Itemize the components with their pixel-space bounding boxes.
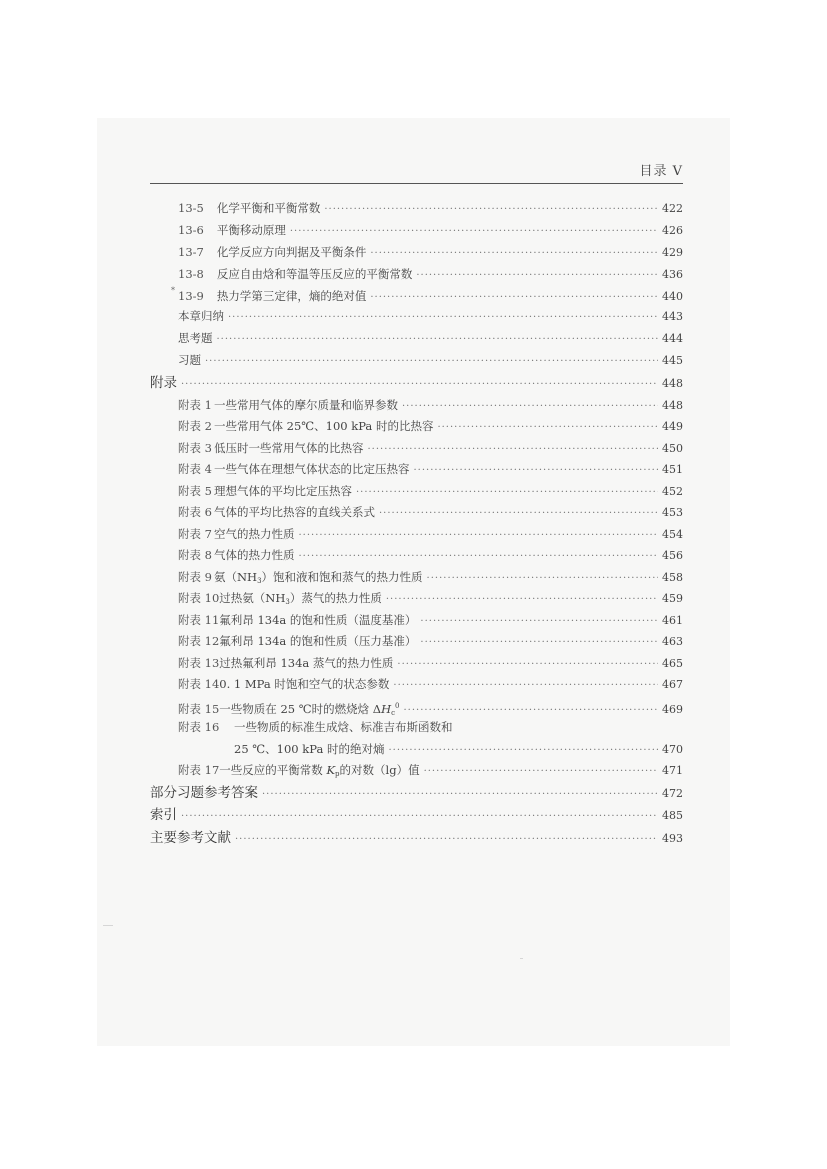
toc-entry-references[interactable] bbox=[150, 829, 683, 847]
toc-entry-13-8[interactable] bbox=[150, 265, 683, 283]
entry-page: 440 bbox=[662, 290, 683, 303]
scan-speck bbox=[103, 925, 113, 926]
scan-speck bbox=[520, 958, 523, 959]
entry-title: 理想气体的平均比定压热容 bbox=[213, 484, 352, 498]
entry-title: 氟利昂 134a 的饱和性质（压力基准） bbox=[219, 634, 417, 648]
entry-page: 451 bbox=[662, 463, 683, 476]
leader-dots bbox=[370, 245, 658, 263]
toc-entry-table-17[interactable] bbox=[150, 761, 683, 779]
entry-number: 附表 5 bbox=[178, 484, 212, 498]
leader-dots bbox=[228, 309, 658, 327]
entry-page: 454 bbox=[662, 528, 683, 541]
optional-marker: * bbox=[171, 286, 175, 295]
entry-number: 附表 8 bbox=[178, 548, 212, 562]
entry-number: 附表 12 bbox=[178, 634, 220, 648]
entry-title bbox=[219, 761, 419, 783]
entry-title: 0. 1 MPa 时饱和空气的状态参数 bbox=[219, 677, 390, 691]
entry-page: 445 bbox=[662, 354, 683, 367]
entry-title: 化学反应方向判据及平衡条件 bbox=[216, 245, 367, 259]
entry-number: 附表 1 bbox=[178, 398, 212, 412]
leader-dots bbox=[367, 441, 658, 459]
entry-number: 附表 11 bbox=[178, 613, 220, 627]
entry-page: 443 bbox=[662, 310, 683, 323]
header-rule bbox=[150, 183, 683, 184]
entry-title: 平衡移动原理 bbox=[216, 223, 286, 237]
entry-number: 附表 7 bbox=[178, 527, 212, 541]
toc-entry-table-9[interactable] bbox=[150, 568, 683, 586]
toc-entry-summary[interactable] bbox=[150, 307, 683, 325]
entry-page: 463 bbox=[662, 635, 683, 648]
toc-entry-table-16[interactable] bbox=[150, 718, 683, 736]
title-part: 的对数（lg）值 bbox=[339, 763, 420, 777]
entry-number: 附表 15 bbox=[178, 702, 220, 716]
entry-title: 主要参考文献 bbox=[150, 830, 231, 846]
entry-number: 13-6 bbox=[178, 223, 204, 237]
entry-number: 13-7 bbox=[178, 245, 204, 259]
leader-dots bbox=[235, 831, 658, 849]
leader-dots bbox=[386, 591, 658, 609]
entry-number: 附表 17 bbox=[178, 763, 220, 777]
entry-page: 448 bbox=[662, 399, 683, 412]
entry-number: 附表 14 bbox=[178, 677, 220, 691]
toc-entry-table-16-continued[interactable] bbox=[150, 740, 683, 758]
toc-entry-table-1[interactable] bbox=[150, 396, 683, 414]
entry-title: 25 ℃、100 kPa 时的绝对熵 bbox=[234, 742, 385, 756]
entry-page: 493 bbox=[662, 832, 683, 845]
title-part: 氨（NH bbox=[213, 570, 258, 584]
italic-symbol: K bbox=[326, 763, 336, 777]
entry-title: 部分习题参考答案 bbox=[150, 785, 258, 801]
entry-title bbox=[219, 589, 382, 611]
entry-page: 467 bbox=[662, 678, 683, 691]
subscript: p bbox=[335, 770, 340, 778]
entry-page: 485 bbox=[662, 809, 683, 822]
toc-entry-table-5[interactable] bbox=[150, 482, 683, 500]
leader-dots bbox=[298, 527, 658, 545]
leader-dots bbox=[420, 634, 658, 652]
entry-title: 过热氟利昂 134a 蒸气的热力性质 bbox=[219, 656, 394, 670]
entry-page: 471 bbox=[662, 764, 683, 777]
entry-title: 索引 bbox=[150, 807, 177, 823]
entry-title: 附录 bbox=[150, 375, 177, 391]
leader-dots bbox=[427, 570, 658, 588]
entry-title: 气体的平均比热容的直线关系式 bbox=[213, 505, 375, 519]
entry-number: 附表 13 bbox=[178, 656, 220, 670]
entry-number: 附表 9 bbox=[178, 570, 212, 584]
entry-title: 一些常用气体 25℃、100 kPa 时的比热容 bbox=[213, 419, 434, 433]
entry-title: 空气的热力性质 bbox=[213, 527, 295, 541]
leader-dots bbox=[205, 353, 658, 371]
toc-entry-table-8[interactable] bbox=[150, 546, 683, 564]
toc-entry-13-9[interactable] bbox=[150, 287, 683, 305]
leader-dots bbox=[298, 548, 658, 566]
toc-entry-exercises[interactable] bbox=[150, 351, 683, 369]
leader-dots bbox=[437, 419, 658, 437]
leader-dots bbox=[424, 763, 658, 781]
title-part: 一些反应的平衡常数 bbox=[219, 763, 327, 777]
leader-dots bbox=[402, 398, 658, 416]
entry-page: 459 bbox=[662, 592, 683, 605]
entry-title bbox=[214, 568, 423, 590]
entry-page: 429 bbox=[662, 246, 683, 259]
entry-page: 452 bbox=[662, 485, 683, 498]
entry-page: 461 bbox=[662, 614, 683, 627]
entry-title: 低压时一些常用气体的比热容 bbox=[213, 441, 364, 455]
toc-entry-appendix[interactable] bbox=[150, 374, 683, 392]
entry-number: 附表 16 bbox=[178, 720, 220, 734]
subscript: c bbox=[391, 709, 396, 717]
title-part: 过热氨（NH bbox=[219, 591, 286, 605]
leader-dots bbox=[388, 742, 658, 760]
running-header bbox=[150, 160, 683, 184]
entry-title: 本章归纳 bbox=[178, 309, 224, 323]
entry-number: 附表 6 bbox=[178, 505, 212, 519]
superscript: 0 bbox=[395, 702, 400, 710]
subscript: 3 bbox=[285, 598, 290, 606]
entry-page: 450 bbox=[662, 442, 683, 455]
entry-number: 13-9 bbox=[178, 289, 204, 303]
toc-entry-table-6[interactable] bbox=[150, 503, 683, 521]
leader-dots bbox=[262, 786, 658, 804]
entry-number: 附表 10 bbox=[178, 591, 220, 605]
toc-entry-table-13[interactable] bbox=[150, 654, 683, 672]
subscript: 3 bbox=[257, 577, 262, 585]
leader-dots bbox=[370, 289, 658, 307]
entry-title: 一些常用气体的摩尔质量和临界参数 bbox=[213, 398, 398, 412]
toc-entry-answers[interactable] bbox=[150, 784, 683, 802]
entry-page: 458 bbox=[662, 571, 683, 584]
entry-title: 习题 bbox=[178, 353, 201, 367]
leader-dots bbox=[356, 484, 658, 502]
toc-entry-table-10[interactable] bbox=[150, 589, 683, 607]
leader-dots bbox=[290, 223, 658, 241]
toc-entry-table-12[interactable] bbox=[150, 632, 683, 650]
italic-symbol: H bbox=[381, 702, 392, 716]
entry-title: 化学平衡和平衡常数 bbox=[216, 201, 321, 215]
entry-page: 470 bbox=[662, 743, 683, 756]
entry-number: 附表 4 bbox=[178, 462, 212, 476]
title-part: ）饱和液和饱和蒸气的热力性质 bbox=[261, 570, 423, 584]
entry-number: 附表 3 bbox=[178, 441, 212, 455]
entry-page: 436 bbox=[662, 268, 683, 281]
entry-page: 422 bbox=[662, 202, 683, 215]
leader-dots bbox=[393, 677, 658, 695]
title-part: ）蒸气的热力性质 bbox=[289, 591, 382, 605]
title-part: 一些物质在 25 ℃时的燃烧焓 Δ bbox=[219, 702, 382, 716]
toc-entry-index[interactable] bbox=[150, 806, 683, 824]
leader-dots bbox=[420, 613, 658, 631]
leader-dots bbox=[413, 462, 658, 480]
entry-number: 13-8 bbox=[178, 267, 204, 281]
leader-dots bbox=[397, 656, 658, 674]
leader-dots bbox=[181, 376, 658, 394]
entry-page: 465 bbox=[662, 657, 683, 670]
entry-title: 思考题 bbox=[178, 331, 213, 345]
toc-entry-table-14[interactable] bbox=[150, 675, 683, 693]
entry-title: 一些物质的标准生成焓、标准吉布斯函数和 bbox=[234, 720, 453, 734]
toc-entry-table-11[interactable] bbox=[150, 611, 683, 629]
leader-dots bbox=[324, 201, 658, 219]
leader-dots bbox=[217, 331, 659, 349]
leader-dots bbox=[416, 267, 658, 285]
entry-number: 附表 2 bbox=[178, 419, 212, 433]
entry-title: 反应自由焓和等温等压反应的平衡常数 bbox=[216, 267, 413, 281]
toc-entry-table-7[interactable] bbox=[150, 525, 683, 543]
entry-number: 13-5 bbox=[178, 201, 204, 215]
toc-entry-table-2[interactable] bbox=[150, 417, 683, 435]
toc-entry-13-6[interactable] bbox=[150, 221, 683, 239]
toc-entry-table-4[interactable] bbox=[150, 460, 683, 478]
entry-page: 448 bbox=[662, 377, 683, 390]
entry-page: 453 bbox=[662, 506, 683, 519]
entry-page: 426 bbox=[662, 224, 683, 237]
leader-dots bbox=[379, 505, 658, 523]
entry-page: 444 bbox=[662, 332, 683, 345]
toc-entry-13-5[interactable] bbox=[150, 199, 683, 217]
entry-page: 449 bbox=[662, 420, 683, 433]
header-label: 目录 V bbox=[639, 164, 683, 179]
leader-dots bbox=[181, 808, 658, 826]
entry-title: 气体的热力性质 bbox=[213, 548, 295, 562]
toc-entry-13-7[interactable] bbox=[150, 243, 683, 261]
entry-title: 热力学第三定律，熵的绝对值 bbox=[216, 289, 367, 303]
toc-entry-table-15[interactable] bbox=[150, 697, 683, 715]
entry-title: 一些气体在理想气体状态的比定压热容 bbox=[213, 462, 410, 476]
toc-entry-questions[interactable] bbox=[150, 329, 683, 347]
entry-page: 472 bbox=[662, 787, 683, 800]
toc-entry-table-3[interactable] bbox=[150, 439, 683, 457]
entry-page: 469 bbox=[662, 703, 683, 716]
entry-page: 456 bbox=[662, 549, 683, 562]
entry-title: 氟利昂 134a 的饱和性质（温度基准） bbox=[219, 613, 417, 627]
